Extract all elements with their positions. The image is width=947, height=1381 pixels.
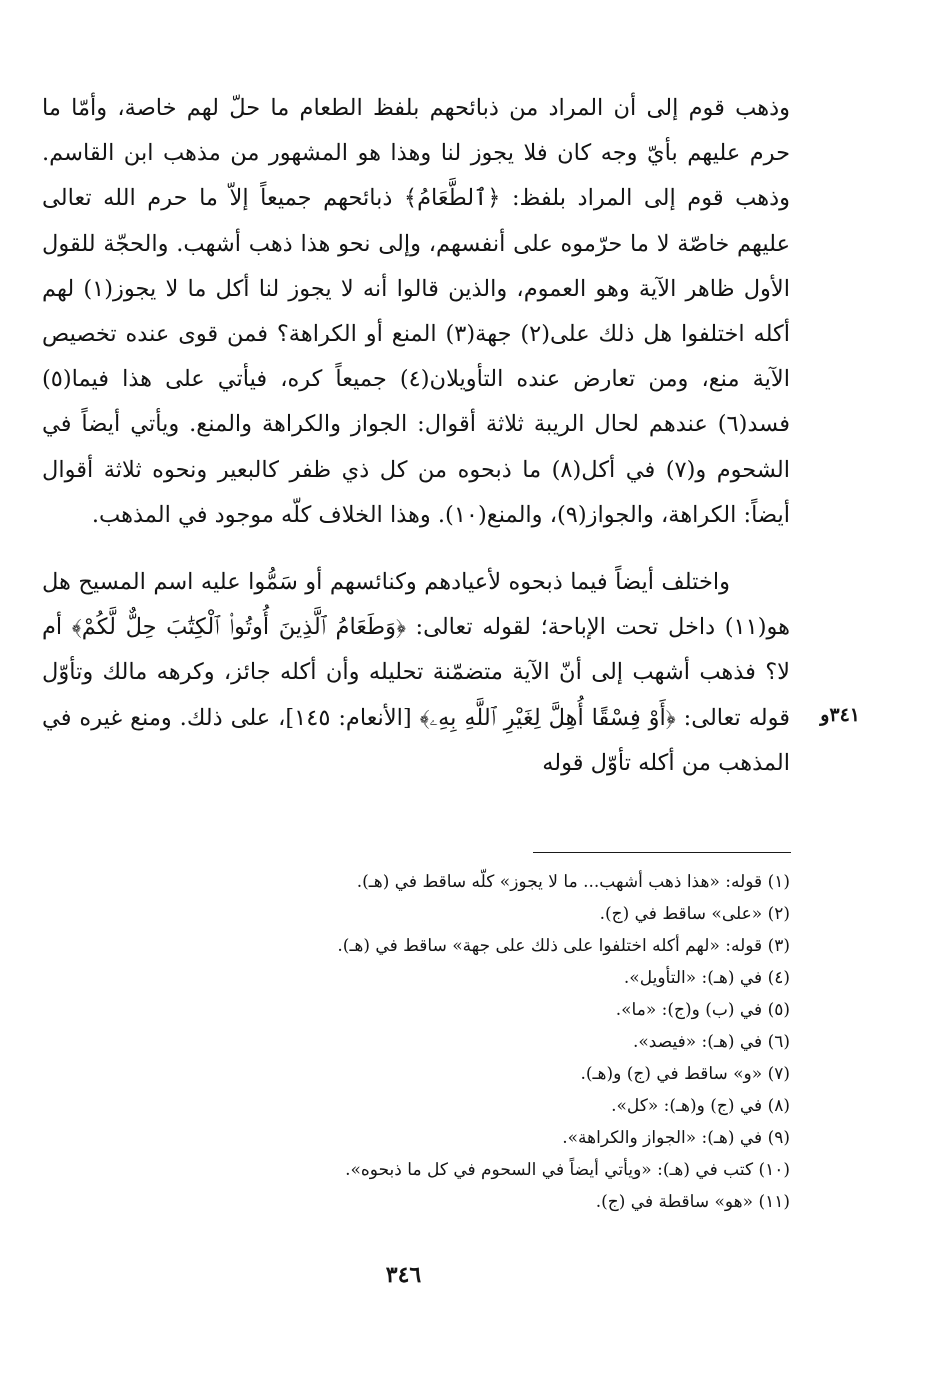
main-text [42, 86, 790, 786]
footnote-item: (٣) قوله: «لهم أكله اختلفوا على ذلك على جهة» ساقط في (هـ). [337, 936, 790, 956]
footnote-item: (٩) في (هـ): «الجواز والكراهة». [562, 1128, 790, 1148]
footnote-item: (٧) «و» ساقط في (ج) و(هـ). [580, 1064, 790, 1084]
footnote-item: (١٠) كتب في (هـ): «ويأتي أيضاً في السحوم في كل ما ذبحوه». [345, 1160, 790, 1180]
footnote-item: (٢) «على» ساقط في (ج). [599, 904, 790, 924]
footnote-item: (٤) في (هـ): «التأويل». [623, 968, 790, 988]
footnote-item: (١١) «هو» ساقطة في (ج). [595, 1192, 790, 1212]
page-number: ٣٤٦ [385, 1262, 422, 1288]
footnote-item: (٦) في (هـ): «فيصد». [633, 1032, 790, 1052]
paragraph-1: وذهب قوم إلى أن المراد من ذبائحهم بلفظ الطعام ما حلّ لهم خاصة، وأمّا ما حرم عليهم بأيّ وجه كان فلا يجوز لنا وهذا هو المشهور من مذهب ابن القاسم. وذهب قوم إلى المراد بلفظ: ﴿ٱلطَّعَامُ﴾ ذبائحهم جميعاً إلاّ ما حرم الله تعالى عليهم خاصّة لا ما حرّموه على أنفسهم، وإلى نحو هذا ذهب أشهب. والحجّة للقول الأول ظاهر الآية وهو العموم، والذين قالوا أنه لا يجوز لنا أكل ما لا يجوز(١) لهم أكله اختلفوا هل ذلك على(٢) جهة(٣) المنع أو الكراهة؟ فمن قوى عنده تخصيص الآية منع، ومن تعارض عنده التأويلان(٤) جميعاً كره، فيأتي على هذا فيما(٥) فسد(٦) عندهم لحال الريبة ثلاثة أقوال: الجواز والكراهة والمنع. ويأتي أيضاً في الشحوم و(٧) في أكل(٨) ما ذبحوه من كل ذي ظفر كالبعير ونحوه ثلاثة أقوال أيضاً: الكراهة، والجواز(٩)، والمنع(١٠). وهذا الخلاف كلّه موجود في المذهب. [42, 95, 791, 528]
footnote-separator [533, 852, 791, 853]
paragraph-2: واختلف أيضاً فيما ذبحوه لأعيادهم وكنائسهم أو سَمُّوا عليه اسم المسيح هل هو(١١) داخل تحت الإباحة؛ لقوله تعالى: ﴿وَطَعَامُ ٱلَّذِينَ أُوتُوا۟ ٱلْكِتَٰبَ حِلٌّ لَّكُمْ﴾ أم لا؟ فذهب أشهب إلى أنّ الآية متضمّنة تحليله وأن أكله جائز، وكرهه مالك وتأوّل قوله تعالى: ﴿أَوْ فِسْقًا أُهِلَّ لِغَيْرِ ٱللَّهِ بِهِۦ﴾ [الأنعام: ١٤٥]، على ذلك. ومنع غيره في المذهب من أكله تأوّل قوله [42, 569, 791, 776]
footnote-item: (١) قوله: «هذا ذهب أشهب... ما لا يجوز» كلّه ساقط في (هـ). [356, 872, 790, 892]
footnote-item: (٨) في (ج) و(هـ): «كل». [611, 1096, 790, 1116]
footnotes-list [150, 866, 790, 1218]
manuscript-folio-marker: ٣٤١و [820, 704, 860, 726]
footnote-item: (٥) في (ب) و(ج): «ما». [615, 1000, 790, 1020]
